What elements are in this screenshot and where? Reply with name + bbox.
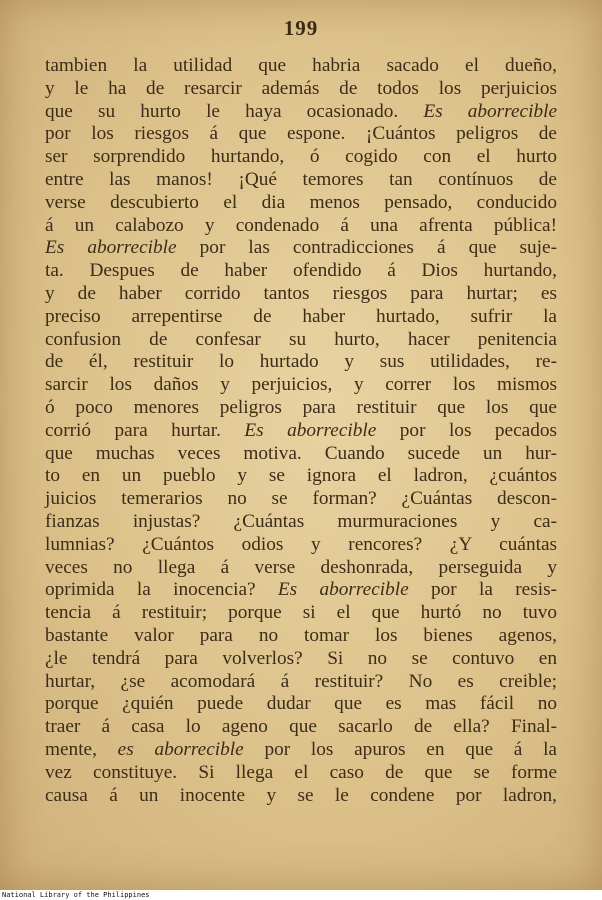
text-line: causa á un inocente y se le condene por ladron, xyxy=(45,784,557,806)
text-line: lumnias? ¿Cuántos odios y rencores? ¿Y cuántas xyxy=(45,533,557,555)
text-line: veces no llega á verse deshonrada, perseguida y xyxy=(45,556,557,578)
text-line: mente, es aborrecible por los apuros en que á la xyxy=(45,738,557,760)
emphasis-phrase: Es aborrecible xyxy=(423,100,557,122)
emphasis-phrase: Es aborrecible xyxy=(45,237,177,259)
text-line: que muchas veces motiva. Cuando sucede un hur- xyxy=(45,442,557,464)
emphasis-phrase: Es aborrecible xyxy=(244,419,377,441)
text-line: bastante valor para no tomar los bienes agenos, xyxy=(45,624,557,646)
text-line: ¿le tendrá para volverlos? Si no se contuvo en xyxy=(45,647,557,669)
text-line: tambien la utilidad que habria sacado el dueño, xyxy=(45,55,557,76)
emphasis-phrase: Es aborrecible xyxy=(277,579,409,601)
emphasis-phrase: es aborrecible xyxy=(117,738,244,760)
text-line: corrió para hurtar. Es aborrecible por los pecados xyxy=(45,419,557,441)
text-line: sarcir los daños y perjuicios, y correr los mismos xyxy=(45,374,557,396)
text-line: traer á casa lo ageno que sacarlo de ella? Final- xyxy=(45,716,557,738)
text-line: de él, restituir lo hurtado y sus utilidades, re- xyxy=(45,351,557,373)
text-line: y le ha de resarcir además de todos los perjuicios xyxy=(45,77,557,99)
text-line: vez constituye. Si llega el caso de que se forme xyxy=(45,761,557,783)
text-line: y de haber corrido tantos riesgos para hurtar; es xyxy=(45,282,557,304)
library-credit: National Library of the Philippines xyxy=(2,891,150,899)
page-number: 199 xyxy=(283,16,319,40)
text-line: to en un pueblo y se ignora el ladron, ¿cuántos xyxy=(45,465,557,487)
text-line: ó poco menores peligros para restituir que los que xyxy=(45,396,557,418)
text-line: entre las manos! ¡Qué temores tan contínuos de xyxy=(45,168,557,190)
text-line: ser sorprendido hurtando, ó cogido con el hurto xyxy=(45,146,557,168)
text-line: preciso arrepentirse de haber hurtado, sufrir la xyxy=(45,305,557,327)
text-line: á un calabozo y condenado á una afrenta pública! xyxy=(45,214,557,236)
text-line: verse descubierto el dia menos pensado, conducido xyxy=(45,191,557,213)
text-line: fianzas injustas? ¿Cuántas murmuraciones y ca- xyxy=(45,510,557,532)
text-line: oprimida la inocencia? Es aborrecible por la resis- xyxy=(45,579,557,601)
text-line: hurtar, ¿se acomodará á restituir? No es creible; xyxy=(45,670,557,692)
body-text xyxy=(45,55,557,807)
text-line: por los riesgos á que espone. ¡Cuántos peligros de xyxy=(45,123,557,145)
text-line: tencia á restituir; porque si el que hurtó no tuvo xyxy=(45,602,557,624)
text-line: ta. Despues de haber ofendido á Dios hurtando, xyxy=(45,260,557,282)
text-line: Es aborrecible por las contradicciones á que suje- xyxy=(45,237,557,259)
text-line: juicios temerarios no se forman? ¿Cuántas descon- xyxy=(45,488,557,510)
text-line: confusion de confesar su hurto, hacer penitencia xyxy=(45,328,557,350)
text-line: porque ¿quién puede dudar que es mas fácil no xyxy=(45,693,557,715)
text-line: que su hurto le haya ocasionado. Es aborrecible xyxy=(45,100,557,122)
